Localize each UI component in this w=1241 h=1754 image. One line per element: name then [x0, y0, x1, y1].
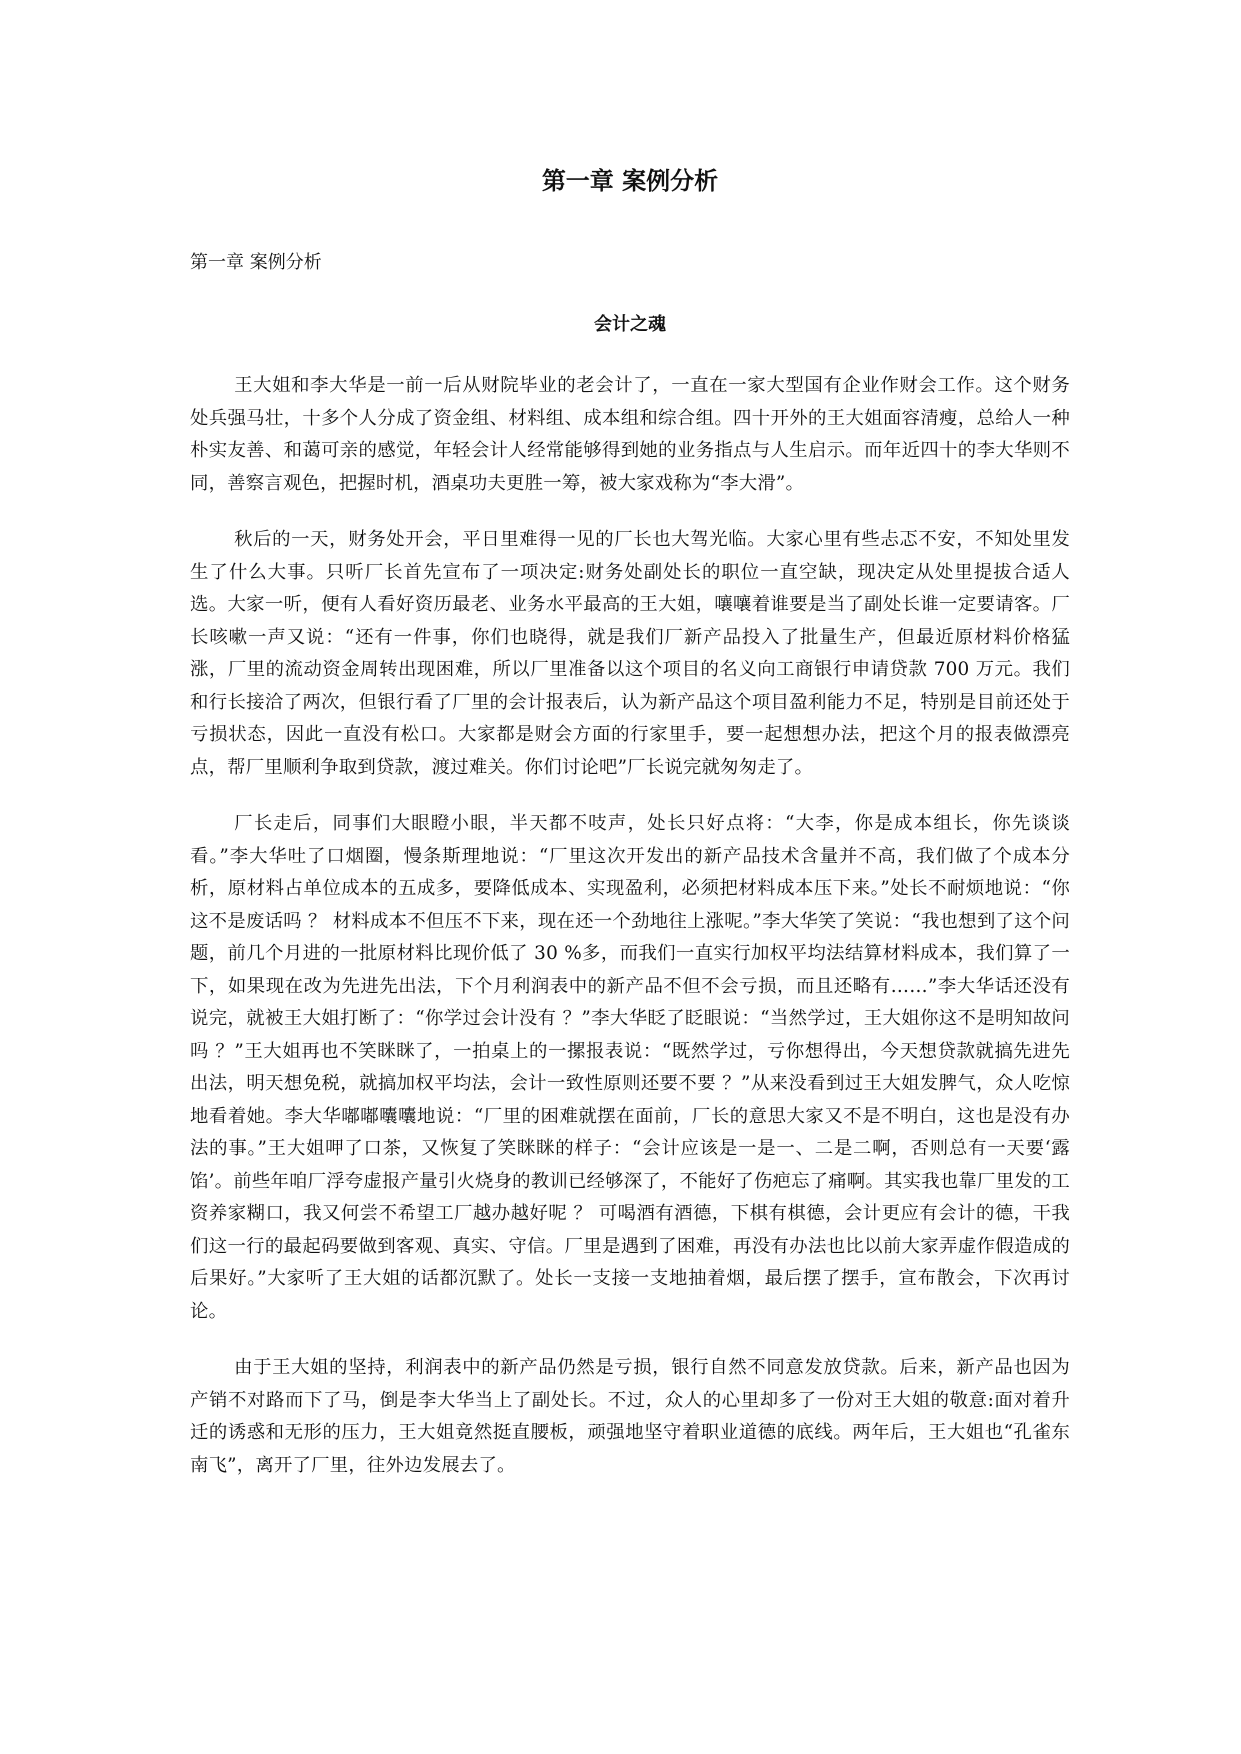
chapter-heading: 第一章 案例分析: [190, 252, 322, 273]
paragraph: 由于王大姐的坚持，利润表中的新产品仍然是亏损，银行自然不同意发放贷款。后来，新产品也因为产销不对路而下了马，倒是李大华当上了副处长。不过，众人的心里却多了一份对王大姐的敬意:面对着升迁的诱惑和无形的压力，王大姐竟然挺直腰板，顽强地坚守着职业道德的底线。两年后，王大姐也“孔雀东南飞”，离开了厂里，往外边发展去了。: [190, 1357, 1070, 1476]
paragraph: 厂长走后，同事们大眼瞪小眼，半天都不吱声，处长只好点将：“大李，你是成本组长，你先谈谈看。”李大华吐了口烟圈，慢条斯理地说：“厂里这次开发出的新产品技术含量并不高，我们做了个成本分析，原材料占单位成本的五成多，要降低成本、实现盈利，必须把材料成本压下来。”处长不耐烦地说：“你这不是废话吗 ？ 材料成本不但压不下来，现在还一个劲地往上涨呢。”李大华笑了笑说：“我也想到了这个问题，前几个月进的一批原材料比现价低了 30 %多，而我们一直实行加权平均法结算材料成本，我们算了一下，如果现在改为先进先出法，下个月利润表中的新产品不但不会亏损，而且还略有……”李大华话还没有说完，就被王大姐打断了：“你学过会计没有 ？”李大华眨了眨眼说：“当然学过，王大姐你这不是明知故问吗 ？”王大姐再也不笑眯眯了，一拍桌上的一摞报表说：“既然学过，亏你想得出，今天想贷款就搞先进先出法，明天想免税，就搞加权平均法，会计一致性原则还要不要 ？”从来没看到过王大姐发脾气，众人吃惊地看着她。李大华嘟嘟囔囔地说：“厂里的困难就摆在面前，厂长的意思大家又不是不明白，这也是没有办法的事。”王大姐呷了口茶，又恢复了笑眯眯的样子：“会计应该是一是一、二是二啊，否则总有一天要‘露馅’。前些年咱厂浮夸虚报产量引火烧身的教训已经够深了，不能好了伤疤忘了痛啊。其实我也靠厂里发的工资养家糊口，我又何尝不希望工厂越办越好呢 ？ 可喝酒有酒德，下棋有棋德，会计更应有会计的德，干我们这一行的最起码要做到客观、真实、守信。厂里是遇到了困难，再没有办法也比以前大家弄虚作假造成的后果好。”大家听了王大姐的话都沉默了。处长一支接一支地抽着烟，最后摆了摆手，宣布散会，下次再讨论。: [190, 813, 1070, 1322]
document-title: 第一章 案例分析: [541, 167, 719, 195]
paragraph: 秋后的一天，财务处开会，平日里难得一见的厂长也大驾光临。大家心里有些忐忑不安，不知处里发生了什么大事。只听厂长首先宣布了一项决定:财务处副处长的职位一直空缺，现决定从处里提拔合适人选。大家一听，便有人看好资历最老、业务水平最高的王大姐，嚷嚷着谁要是当了副处长谁一定要请客。厂长咳嗽一声又说：“还有一件事，你们也晓得，就是我们厂新产品投入了批量生产，但最近原材料价格猛涨，厂里的流动资金周转出现困难，所以厂里准备以这个项目的名义向工商银行申请贷款 700 万元。我们和行长接洽了两次，但银行看了厂里的会计报表后，认为新产品这个项目盈利能力不足，特别是目前还处于亏损状态，因此一直没有松口。大家都是财会方面的行家里手，要一起想想办法，把这个月的报表做漂亮点，帮厂里顺利争取到贷款，渡过难关。你们讨论吧”厂长说完就匆匆走了。: [190, 529, 1070, 778]
case-title: 会计之魂: [594, 314, 666, 335]
body-text: [190, 370, 1070, 1506]
paragraph: 王大姐和李大华是一前一后从财院毕业的老会计了，一直在一家大型国有企业作财会工作。这个财务处兵强马壮，十多个人分成了资金组、材料组、成本组和综合组。四十开外的王大姐面容清瘦，总给人一种朴实友善、和蔼可亲的感觉，年轻会计人经常能够得到她的业务指点与人生启示。而年近四十的李大华则不同，善察言观色，把握时机，酒桌功夫更胜一筹，被大家戏称为“李大滑”。: [190, 375, 1070, 494]
